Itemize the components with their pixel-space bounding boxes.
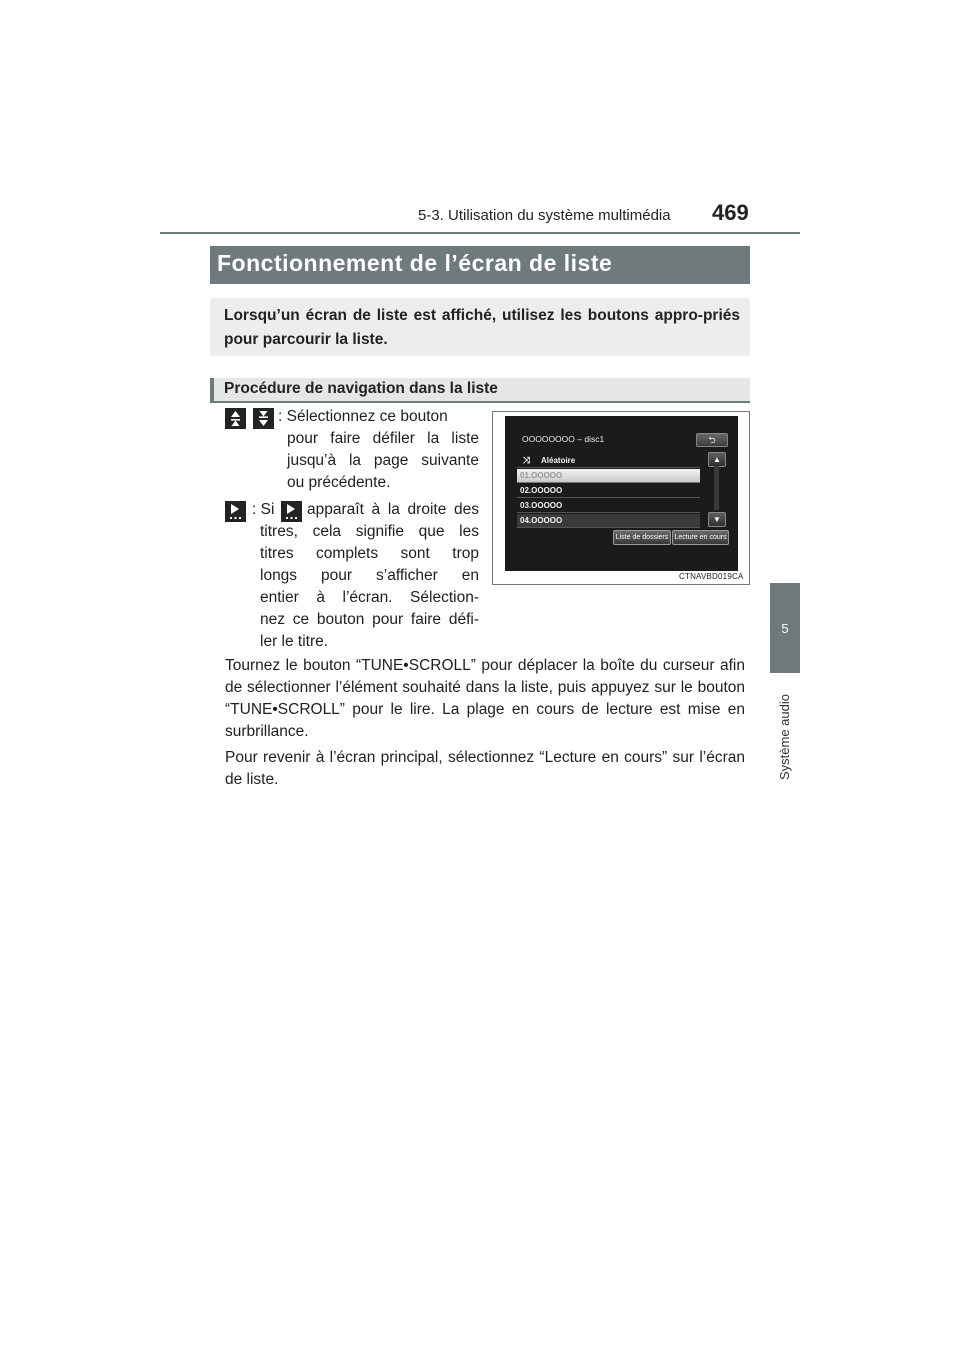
scroll-def-line3: jusqu’à la page suivante	[287, 452, 479, 469]
list-item-label: 02.OOOOO	[520, 486, 563, 495]
expand-title-inline-icon	[281, 501, 302, 522]
list-screen	[505, 416, 738, 571]
expand-def-line2: titres, cela signifie que les	[260, 523, 479, 540]
screen-folders-button: Liste de dossiers	[613, 530, 671, 545]
expand-def-line6: nez ce bouton pour faire défi-	[260, 611, 479, 628]
section-title: Fonctionnement de l’écran de liste	[217, 250, 613, 276]
screen-scroll-down-icon: ▼	[708, 512, 726, 527]
section-title-bar	[210, 246, 750, 284]
list-item-label: Aléatoire	[541, 456, 576, 465]
list-item-label: 01.OOOOO	[520, 471, 563, 480]
figure-code: CTNAVBD019CA	[679, 572, 744, 581]
expand-def-line1: apparaît à la droite des	[307, 501, 479, 518]
intro-box	[210, 298, 750, 356]
paragraph-cursor: Tournez le bouton “TUNE•SCROLL” pour déplacer la boîte du curseur afin de sélectionner l’élément souhaité dans la liste, puis appuyez sur le bouton “TUNE•SCROLL” pour le lire. La plage en cours de lecture est mise en surbrillance.	[225, 657, 745, 740]
subheading: Procédure de navigation dans la liste	[224, 380, 498, 397]
scroll-def-line2: pour faire défiler la liste	[287, 430, 479, 447]
list-item-highlighted	[517, 469, 700, 483]
expand-def-prefix: : Si	[252, 501, 275, 518]
list-item	[517, 514, 700, 528]
chapter-label-text: Système audio	[777, 694, 792, 780]
screen-playing-button: Lecture en cours	[672, 530, 729, 545]
expand-def-line3: titres complets sont trop	[260, 545, 479, 562]
scroll-up-icon	[225, 408, 246, 429]
chapter-label	[775, 680, 795, 780]
page-number: 469	[712, 200, 749, 225]
list-screen-figure	[492, 411, 750, 585]
expand-def-line7: ler le titre.	[260, 633, 329, 650]
expand-title-icon	[225, 501, 246, 522]
header-divider	[160, 232, 800, 234]
intro-text: Lorsqu’un écran de liste est affiché, utilisez les boutons appro-priés pour parcourir la liste.	[224, 307, 740, 348]
expand-def-line5: entier à l’écran. Sélection-	[260, 589, 479, 606]
list-item	[517, 499, 700, 513]
list-item-label: 03.OOOOO	[520, 501, 563, 510]
paragraph-return: Pour revenir à l’écran principal, sélectionnez “Lecture en cours” sur l’écran de liste.	[225, 749, 745, 788]
screen-title: OOOOOOOO – disc1	[522, 434, 605, 444]
screen-scroll-track	[714, 466, 719, 510]
back-icon: ⮌	[696, 433, 728, 447]
chapter-tab	[770, 583, 800, 673]
chapter-number: 5	[781, 620, 789, 636]
expand-def-line4: longs pour s’afficher en	[260, 567, 479, 584]
list-item	[517, 484, 700, 498]
shuffle-icon: ⤨	[523, 455, 531, 465]
scroll-down-icon	[253, 408, 274, 429]
scroll-def-line4: ou précédente.	[287, 474, 391, 491]
list-item-label: 04.OOOOO	[520, 516, 563, 525]
list-item-aleatoire	[517, 454, 700, 468]
subheading-bar	[210, 378, 750, 403]
screen-scroll-up-icon: ▲	[708, 452, 726, 467]
running-header-section: 5-3. Utilisation du système multimédia	[418, 207, 671, 224]
scroll-def-line1: : Sélectionnez ce bouton	[278, 408, 448, 425]
